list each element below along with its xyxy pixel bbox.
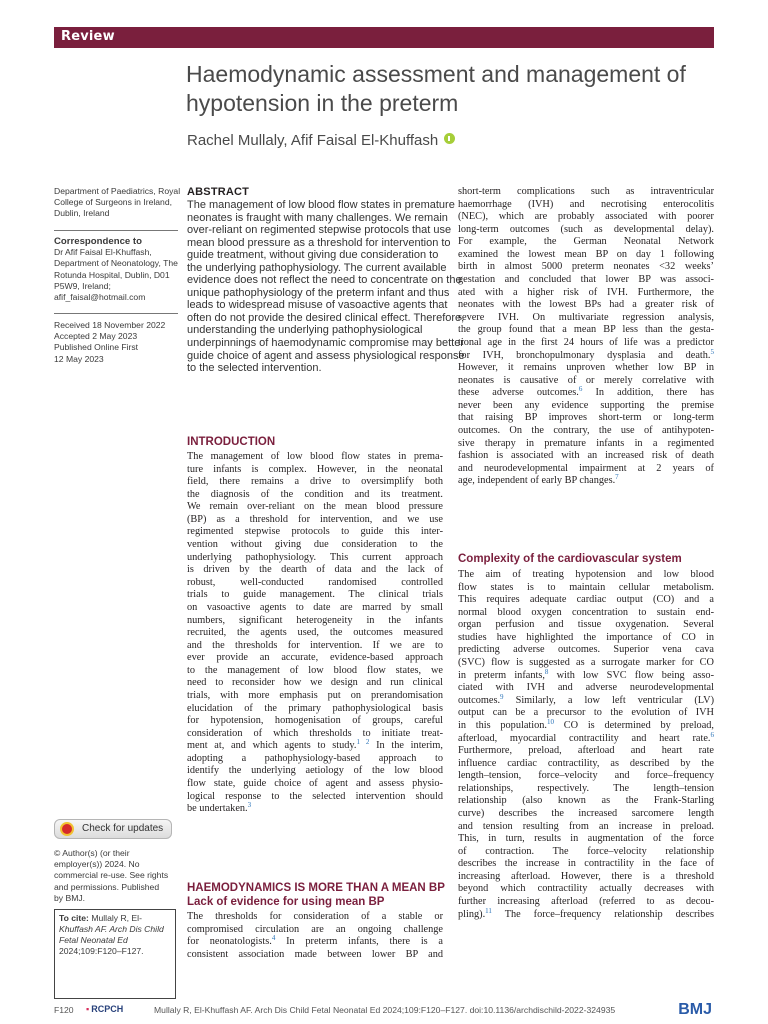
text-line: and the thresholds for intervention. If we are to bbox=[187, 639, 443, 651]
text-line: trials, with more emphasis put on prerandomisation bbox=[187, 689, 443, 701]
text-line: ture infants is complex. However, in the neonatal bbox=[187, 463, 443, 475]
text-line bbox=[187, 740, 443, 753]
text-line: The management of low blood flow states in prema- bbox=[187, 451, 443, 462]
reference-link[interactable]: 6 bbox=[578, 385, 583, 394]
text-line: The thresholds for consideration of a stable or bbox=[187, 911, 443, 922]
text-line: haemorrhage (IVH) and necrotising enterocolitis bbox=[458, 198, 714, 210]
text-line: that raising BP improves short-term or long-term bbox=[458, 412, 714, 424]
cite-line: Mullaly R, El- bbox=[91, 913, 142, 923]
correspondence-email[interactable]: afif_faisal@hotmail.com bbox=[54, 292, 146, 303]
text-line: (BP) as a threshold for intervention, and we use bbox=[187, 513, 443, 525]
check-for-updates-button[interactable] bbox=[54, 819, 172, 839]
text-line: examined the lowest mean BP on day 1 following bbox=[458, 248, 714, 260]
text-line: field, there remains a drive to oversimplify both bbox=[187, 476, 443, 488]
reference-link[interactable]: 1 2 bbox=[356, 738, 370, 747]
date-line: Accepted 2 May 2023 bbox=[54, 331, 138, 342]
correspondence-line: Department of Neonatology, The bbox=[54, 258, 178, 269]
copyright-line: employer(s)) 2024. No bbox=[54, 859, 140, 870]
cite-line: Khuffash AF. Arch Dis Child bbox=[59, 924, 164, 934]
text-line: to the management of low blood flow states, we bbox=[187, 664, 443, 676]
text-line bbox=[458, 692, 714, 708]
text-line: ciated with IVH and adverse neurodevelopmental bbox=[458, 682, 714, 694]
lack-of-evidence-subheading: Lack of evidence for using mean BP bbox=[187, 896, 385, 908]
text-line: This, in turn, results in augmentation of the force bbox=[458, 833, 714, 845]
date-line: 12 May 2023 bbox=[54, 353, 104, 364]
sidebar-divider bbox=[54, 230, 178, 231]
reference-link[interactable]: 5 bbox=[710, 347, 714, 356]
text-span: afterload, myocardial contractility and heart rate. bbox=[458, 732, 711, 744]
text-line: long-term outcomes (such as developmental delay). bbox=[458, 223, 714, 235]
abstract-line: guide treatment, without giving due consideration to bbox=[187, 249, 439, 262]
text-line: However, it remains unproven whether low BP in bbox=[458, 362, 714, 374]
text-line bbox=[458, 475, 714, 488]
introduction-heading: INTRODUCTION bbox=[187, 436, 276, 448]
cardiovascular-body bbox=[458, 569, 714, 921]
text-line: relationships, respectively. The length–tension bbox=[458, 782, 714, 794]
text-line: For example, the German Neonatal Network bbox=[458, 236, 714, 248]
authors-text: Rachel Mullaly, Afif Faisal El-Khuffash bbox=[187, 132, 439, 149]
reference-link[interactable]: 9 bbox=[500, 692, 504, 701]
abstract-body bbox=[187, 199, 465, 375]
copyright-line: © Author(s) (or their bbox=[54, 848, 130, 858]
abstract-line: The management of low blood flow states in premature bbox=[187, 199, 455, 211]
text-line: birth in almost 5000 preterm neonates <32 weeks’ bbox=[458, 261, 714, 273]
text-line: consistent association made between lower BP and bbox=[187, 948, 443, 960]
correspondence-line: P5W9, Ireland; bbox=[54, 280, 111, 291]
text-line bbox=[458, 906, 714, 922]
abstract-line: to the selected intervention. bbox=[187, 362, 322, 375]
copyright-notice bbox=[54, 848, 178, 904]
affiliation bbox=[54, 186, 182, 220]
text-line: ever provide an accurate, evidence-based approach bbox=[187, 652, 443, 664]
reference-link[interactable]: 3 bbox=[247, 801, 252, 810]
text-span: outcomes. bbox=[458, 694, 501, 706]
reference-link[interactable]: 4 bbox=[271, 934, 276, 943]
text-span: age, independent of early BP changes. bbox=[458, 475, 616, 487]
text-line: short-term complications such as intraventricular bbox=[458, 186, 714, 197]
text-line bbox=[458, 347, 714, 363]
article-dates bbox=[54, 320, 182, 365]
title-line: hypotension in the preterm bbox=[186, 90, 459, 116]
text-line bbox=[458, 667, 714, 683]
text-line: trials to guide management. The clinical trials bbox=[187, 589, 443, 601]
text-span: be undertaken. bbox=[187, 803, 248, 815]
text-line: and neurodevelopmental impairment at 2 years of bbox=[458, 462, 714, 474]
text-line: underlying pathophysiology. This current approach bbox=[187, 551, 443, 563]
footer-citation: Mullaly R, El-Khuffash AF. Arch Dis Child Fetal Neonatal Ed 2024;109:F120–F127. doi:10.1136/archdischild-2022-324935 bbox=[154, 1005, 616, 1015]
page-number: F120 bbox=[54, 1005, 74, 1015]
abstract-line: underpinnings of haemodynamic compromise may better bbox=[187, 337, 464, 350]
abstract-line: evidence does not reflect the need to concentrate on the bbox=[187, 274, 462, 287]
text-span: pling). bbox=[458, 908, 486, 920]
correspondence-line: Dr Afif Faisal El-Khuffash, bbox=[54, 247, 152, 258]
abstract-line: neonates is fraught with many challenges. We remain bbox=[187, 211, 448, 224]
correspondence bbox=[54, 236, 182, 303]
text-line: need to reconsider how we design and run clinical bbox=[187, 677, 443, 689]
text-line: elucidation of the primary pathophysiological basis bbox=[187, 702, 443, 714]
text-line: consideration of which thresholds to initiate treat- bbox=[187, 727, 443, 739]
article-title bbox=[186, 60, 706, 118]
text-span: CO is determined by preload, bbox=[554, 719, 715, 731]
affiliation-line: Department of Paediatrics, Royal bbox=[54, 186, 181, 196]
text-line: recruited, the agents used, the outcomes measured bbox=[187, 627, 443, 639]
text-line: further increasing afterload (referred to as decou- bbox=[458, 896, 714, 908]
abstract-line: unique pathophysiology of the preterm infant and thus bbox=[187, 286, 450, 299]
affiliation-line: College of Surgeons in Ireland, bbox=[54, 197, 173, 208]
date-line: Received 18 November 2022 bbox=[54, 320, 166, 330]
text-line: flow states is to maintain cellular metabolism. bbox=[458, 581, 714, 593]
text-line: severe IVH. On multivariate regression analysis, bbox=[458, 311, 714, 323]
text-line: regimented stepwise protocols to guide this inter- bbox=[187, 526, 443, 538]
abstract-line: often do not provide the desired clinical effect. Therefore, bbox=[187, 311, 465, 324]
text-line: normal blood oxygen concentration to sustain end- bbox=[458, 606, 714, 618]
text-span: for IVH, bronchopulmonary dysplasia and death. bbox=[458, 349, 711, 361]
text-line: This requires adequate cardiac output (CO) and a bbox=[458, 594, 714, 606]
crossmark-icon bbox=[60, 822, 74, 836]
author-list bbox=[187, 132, 455, 149]
text-span: in preterm infants, bbox=[458, 669, 545, 681]
text-line: beyond which contractility actually decreases with bbox=[458, 883, 714, 895]
text-line: logical response to the selected intervention should bbox=[187, 790, 443, 802]
reference-link[interactable]: 11 bbox=[485, 906, 492, 915]
abstract-line: understanding the underlying pathophysiological bbox=[187, 324, 423, 337]
cardiovascular-heading: Complexity of the cardiovascular system bbox=[458, 553, 682, 565]
haemodynamics-heading: HAEMODYNAMICS IS MORE THAN A MEAN BP bbox=[187, 882, 445, 894]
citation-box bbox=[54, 909, 176, 999]
cite-line: Fetal Neonatal Ed bbox=[59, 935, 128, 945]
text-line: vention without giving due consideration to the bbox=[187, 539, 443, 551]
text-line: length–tension, force–velocity and force–frequency bbox=[458, 770, 714, 782]
text-line: We remain over-reliant on the mean blood pressure bbox=[187, 501, 443, 513]
text-line bbox=[458, 730, 714, 746]
text-line: outcomes. On the contrary, the use of antihypoten- bbox=[458, 424, 714, 436]
reference-link[interactable]: 6 bbox=[710, 730, 714, 739]
text-line: identify the underlying aetiology of the low blood bbox=[187, 765, 443, 777]
cite-line: 2024;109:F120–F127. bbox=[59, 946, 144, 956]
review-banner bbox=[54, 27, 714, 48]
text-line: describes the increase in contractility in the face of bbox=[458, 858, 714, 870]
reference-link[interactable]: 7 bbox=[615, 473, 619, 482]
abstract-heading: ABSTRACT bbox=[187, 186, 250, 198]
text-line: adopting a pathophysiology-based approach to bbox=[187, 752, 443, 764]
abstract-line: over-reliant on regimented stepwise protocols that use bbox=[187, 224, 452, 237]
abstract-line: the underlying pathophysiology. The current available bbox=[187, 261, 447, 274]
orcid-icon[interactable] bbox=[444, 133, 455, 144]
text-line: neonates with the lowest BPs had a greater risk of bbox=[458, 299, 714, 311]
check-updates-label: Check for updates bbox=[82, 823, 164, 834]
reference-link[interactable]: 10 bbox=[547, 717, 555, 726]
text-line: compromised circulation are an ongoing challenge bbox=[187, 923, 443, 935]
text-line bbox=[187, 803, 443, 816]
cite-label: To cite: bbox=[59, 913, 89, 923]
text-line: influence cardiac contractility, as described by the bbox=[458, 757, 714, 769]
title-line: Haemodynamic assessment and management of bbox=[186, 61, 686, 87]
text-line: flow state, guide choice of agent and assess physio- bbox=[187, 778, 443, 790]
haemodynamics-body bbox=[187, 911, 443, 961]
text-span: In preterm infants, there is a bbox=[275, 936, 444, 948]
text-line: increasing afterload. However, there is a threshold bbox=[458, 870, 714, 882]
page-footer bbox=[54, 1001, 714, 1018]
text-line: fashion is associated with an increased risk of death bbox=[458, 450, 714, 462]
text-line: curve) describes the increased sarcomere length bbox=[458, 807, 714, 819]
text-line: robust, well-conducted randomised controlled bbox=[187, 576, 443, 588]
text-line: sive therapy in premature infants in a regimented bbox=[458, 437, 714, 449]
copyright-line: and permissions. Published bbox=[54, 881, 160, 892]
text-line: of contraction. The force–velocity relationship bbox=[458, 845, 714, 857]
text-span: The force–frequency relationship describes bbox=[491, 908, 714, 920]
text-line: organ perfusion and tissue oxygenation. Several bbox=[458, 619, 714, 631]
text-line: neonates is causative of or merely correlative with bbox=[458, 374, 714, 386]
text-line bbox=[458, 717, 715, 733]
text-line bbox=[187, 936, 443, 949]
text-span: in this population. bbox=[458, 719, 548, 731]
introduction-body bbox=[187, 451, 443, 816]
text-line: (NEC), which are probably associated with poorer bbox=[458, 211, 714, 223]
correspondence-heading: Correspondence to bbox=[54, 236, 142, 247]
column-two-body bbox=[458, 186, 714, 488]
text-span: In the interim, bbox=[369, 740, 443, 752]
text-line: ated with a higher risk of IVH. Furthermore, the bbox=[458, 286, 714, 298]
text-line: the group found that a mean BP less than the gesta- bbox=[458, 324, 714, 336]
text-span: these adverse outcomes. bbox=[458, 387, 579, 399]
text-line: on vasoactive agents to date are marred by small bbox=[187, 601, 443, 613]
text-line: numbers, significant heterogeneity in the infants bbox=[187, 614, 443, 626]
text-line: relationship (also known as the Frank-Starling bbox=[458, 795, 714, 807]
text-line: gestation and concluded that lower BP was associ- bbox=[458, 274, 714, 286]
text-line: the diagnosis of the condition and its treatment. bbox=[187, 488, 443, 500]
bmj-logo: BMJ bbox=[678, 1001, 712, 1018]
date-line: Published Online First bbox=[54, 342, 139, 353]
text-span: with low SVC flow being asso- bbox=[548, 669, 714, 681]
abstract-line: mean blood pressure as a threshold for intervention to bbox=[187, 236, 451, 249]
text-line: tional age in the first 24 hours of life was a predictor bbox=[458, 336, 714, 348]
text-line: and tension resulting from an increase in preload. bbox=[458, 820, 714, 832]
text-span: ment at, and which agents to study. bbox=[187, 740, 357, 752]
text-line: Furthermore, preload, afterload and heart rate bbox=[458, 745, 714, 757]
reference-link[interactable]: 8 bbox=[544, 667, 549, 676]
sidebar-divider bbox=[54, 313, 178, 314]
text-line: (SVC) flow is suggested as a surrogate marker for CO bbox=[458, 657, 714, 669]
copyright-line: commercial re-use. See rights bbox=[54, 870, 169, 881]
rcpch-logo: ▪ RCPCH bbox=[86, 1004, 123, 1014]
abstract-line: leads to widespread misuse of vasoactive agents that bbox=[187, 299, 448, 312]
text-line: The aim of treating hypotension and low blood bbox=[458, 569, 714, 580]
section-label: Review bbox=[61, 29, 115, 44]
affiliation-line: Dublin, Ireland bbox=[54, 208, 110, 219]
text-line: studies have highlighted the importance of CO in bbox=[458, 631, 714, 643]
text-line: for hypotension, homogenisation of groups, careful bbox=[187, 715, 443, 727]
text-line bbox=[458, 387, 714, 400]
correspondence-line: Rotunda Hospital, Dublin, D01 bbox=[54, 269, 170, 280]
text-line: predicting adverse outcomes. Superior vena cava bbox=[458, 644, 714, 656]
text-span: for neonatologists. bbox=[187, 936, 272, 948]
text-line: output can be a precursor to the evolution of IVH bbox=[458, 707, 714, 719]
text-span: In addition, there has bbox=[582, 387, 714, 399]
text-span: Similarly, a low left ventricular (LV) bbox=[503, 694, 714, 706]
abstract-line: guide choice of agent and assess physiological response bbox=[187, 349, 465, 362]
copyright-line: by BMJ. bbox=[54, 892, 86, 903]
text-line: never been any evidence supporting the premise bbox=[458, 399, 714, 411]
text-line: is driven by the dearth of data and the lack of bbox=[187, 564, 443, 576]
